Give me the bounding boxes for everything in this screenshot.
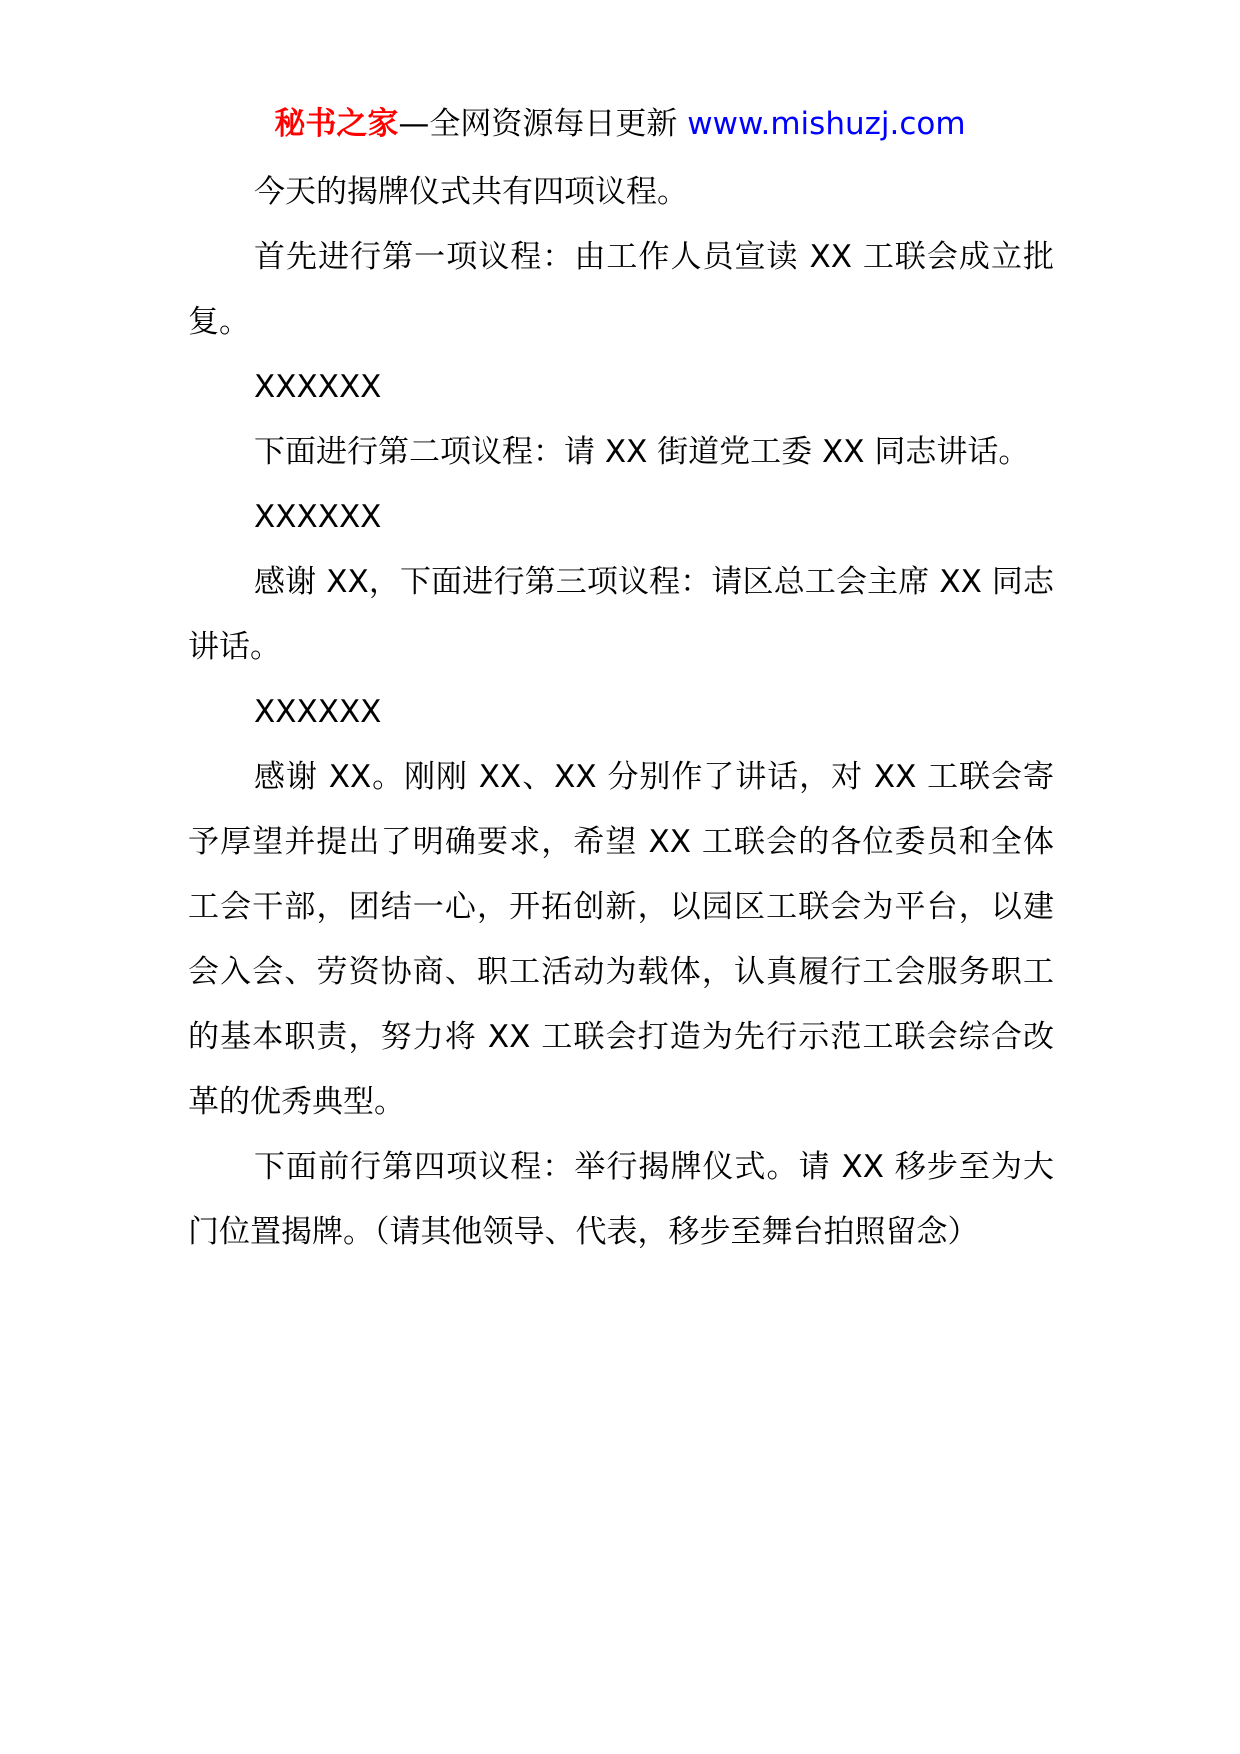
document-body <box>188 160 1054 1265</box>
paragraph-item-one: 首先进行第一项议程：由工作人员宣读 XX 工联会成立批复。 <box>188 239 1054 340</box>
paragraph-placeholder: XXXXXX <box>254 499 382 535</box>
site-url-link[interactable]: www.mishuzj.com <box>687 106 966 142</box>
paragraph-item-four: 下面前行第四项议程：举行揭牌仪式。请 XX 移步至为大门位置揭牌。（请其他领导、代表，移步至舞台拍照留念） <box>188 1149 1054 1250</box>
site-tagline: —全网资源每日更新 <box>398 106 688 142</box>
paragraph-summary: 感谢 XX。刚刚 XX、XX 分别作了讲话，对 XX 工联会寄予厚望并提出了明确要求，希望 XX 工联会的各位委员和全体工会干部，团结一心，开拓创新，以园区工联会为平台，以建会入会、劳资协商、职工活动为载体，认真履行工会服务职工的基本职责，努力将 XX 工联会打造为先行示范工联会综合改革的优秀典型。 <box>188 759 1054 1120</box>
paragraph-placeholder: XXXXXX <box>254 694 382 730</box>
paragraph-item-three: 感谢 XX，下面进行第三项议程：请区总工会主席 XX 同志讲话。 <box>188 564 1054 665</box>
site-brand: 秘书之家 <box>274 106 399 142</box>
site-header <box>0 100 1240 148</box>
paragraph-placeholder: XXXXXX <box>254 369 382 405</box>
paragraph-agenda-intro: 今天的揭牌仪式共有四项议程。 <box>254 174 688 210</box>
paragraph-item-two: 下面进行第二项议程：请 XX 街道党工委 XX 同志讲话。 <box>254 434 1030 470</box>
